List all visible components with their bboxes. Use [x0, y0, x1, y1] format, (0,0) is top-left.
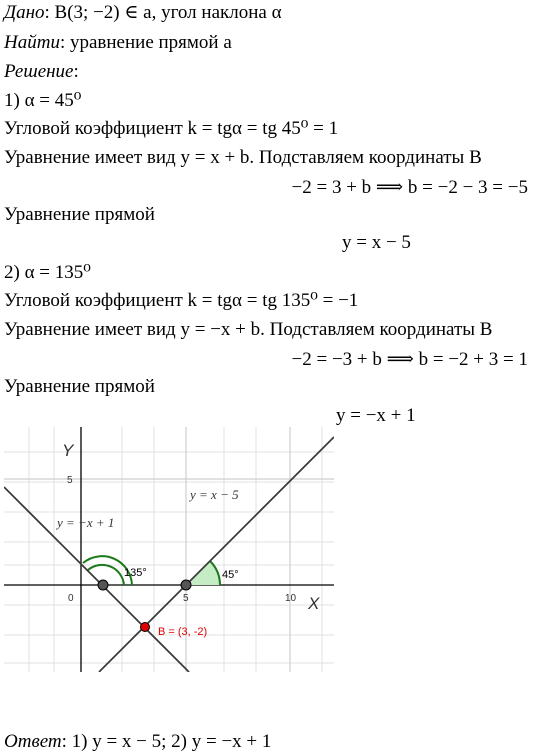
case1-calc: −2 = 3 + b ⟹ b = −2 − 3 = −5	[291, 177, 528, 198]
case1-line-eq: y = x − 5	[342, 232, 411, 253]
answer-text: : 1) y = x − 5; 2) y = −x + 1	[61, 731, 272, 752]
case2-slope: Угловой коэффициент k = tgα = tg 135⁰ = −1	[4, 290, 359, 311]
given-line	[4, 2, 282, 24]
solution-text: :	[73, 61, 79, 82]
case1-line-label: Уравнение прямой	[4, 204, 155, 225]
tick-x10: 10	[285, 593, 297, 604]
solution-label: Решение	[4, 61, 74, 82]
case2-line-label: Уравнение прямой	[4, 376, 155, 397]
given-text: : B(3; −2) ∈ a, угол наклона α	[44, 2, 282, 23]
x-axis-label: X	[308, 594, 320, 613]
line1-label: y = x − 5	[190, 487, 239, 502]
y-axis-label: Y	[62, 441, 74, 460]
angle-45-label: 45°	[222, 569, 239, 581]
case2-header: 2) α = 135⁰	[4, 262, 91, 283]
case2-calc: −2 = −3 + b ⟹ b = −2 + 3 = 1	[291, 349, 528, 370]
tick-x5: 5	[183, 593, 189, 604]
angle-135-label: 135°	[124, 567, 147, 579]
find-line	[4, 32, 232, 54]
point-b	[141, 623, 150, 632]
find-text: : уравнение прямой a	[59, 32, 232, 53]
coordinate-graph	[4, 427, 334, 672]
intercept-point-5	[181, 580, 191, 590]
case1-slope: Угловой коэффициент k = tgα = tg 45⁰ = 1	[4, 118, 339, 139]
line-y-x-minus-5	[99, 437, 334, 672]
find-label: Найти	[4, 32, 60, 53]
tick-y5: 5	[67, 475, 73, 486]
point-b-label: B = (3, -2)	[158, 626, 208, 638]
solution-line	[4, 61, 79, 83]
given-label: Дано	[4, 2, 45, 23]
answer-label: Ответ	[4, 731, 62, 752]
case2-form: Уравнение имеет вид y = −x + b. Подставляем координаты B	[4, 319, 493, 340]
tick-origin: 0	[68, 593, 74, 604]
answer-line	[4, 731, 271, 753]
intercept-point-1	[98, 580, 108, 590]
line2-label: y = −x + 1	[57, 515, 115, 530]
case2-line-eq: y = −x + 1	[336, 405, 416, 426]
case1-form: Уравнение имеет вид y = x + b. Подставляем координаты B	[4, 147, 482, 168]
case1-header: 1) α = 45⁰	[4, 90, 82, 111]
